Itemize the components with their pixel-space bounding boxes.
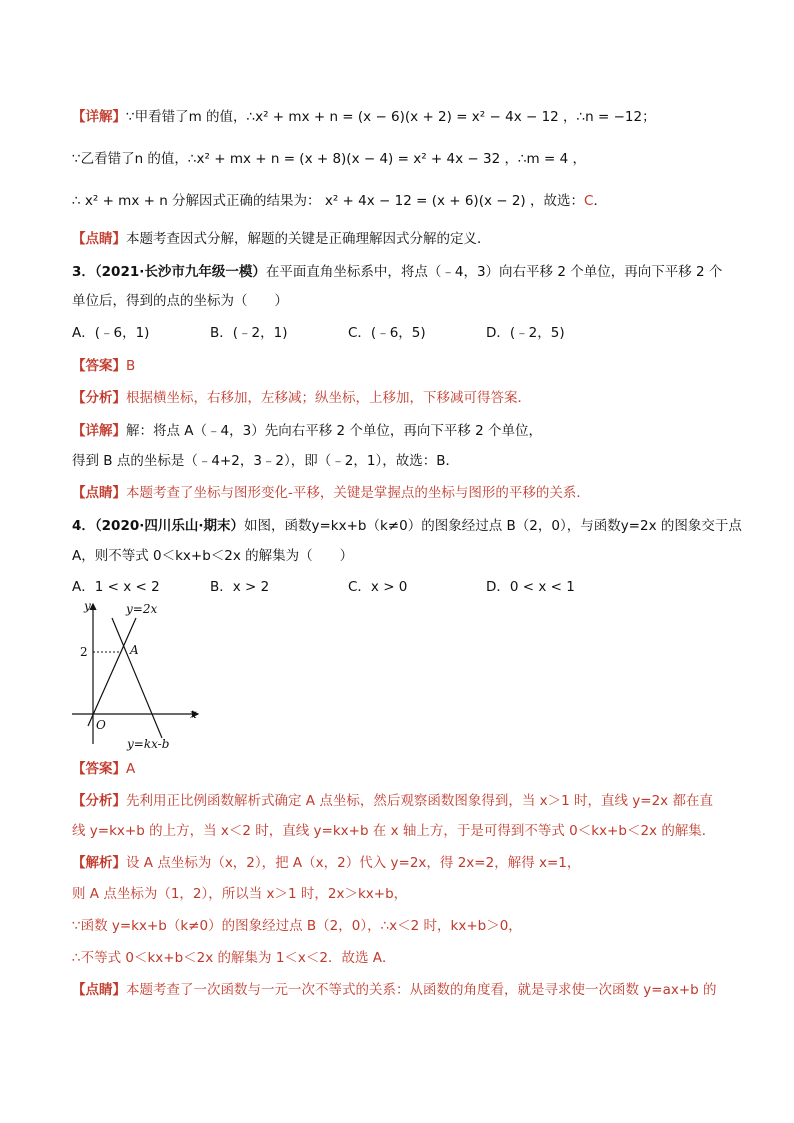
q3-option-a: A．(﹣6，1) (72, 325, 150, 341)
q3-remark-tag: 【点睛】 (72, 485, 126, 501)
q3-stem-line-2 (72, 291, 754, 311)
q4-option-c: C．x > 0 (348, 579, 408, 595)
point-a-label: A (130, 643, 139, 657)
q3-option-d: D．(﹣2，5) (486, 325, 565, 341)
q3-remark-line (72, 483, 754, 503)
detail-post: ． (593, 193, 607, 209)
q3-source: （2021·长沙市九年级一模） (94, 264, 266, 280)
line2-label: y=kx-b (127, 737, 170, 751)
q3-stem-line-1 (72, 262, 754, 282)
q3-detail-1: 解：将点 A（﹣4，3）先向右平移 2 个单位，再向下平移 2 个单位， (126, 423, 543, 439)
q3-analysis: 根据横坐标，右移加，左移减；纵坐标，上移加，下移减可得答案． (126, 390, 531, 406)
q3-analysis-tag: 【分析】 (72, 390, 126, 406)
q3-remark: 本题考查了坐标与图形变化-平移，关键是掌握点的坐标与图形的平移的关系． (126, 485, 590, 501)
detail-text-2: ∵乙看错了n 的值，∴x² + mx + n = (x + 8)(x − 4) = x² + 4x − 32 ，∴m = 4 ， (72, 151, 586, 167)
q4-remark: 本题考查了一次函数与一元一次不等式的关系：从函数的角度看，就是寻求使一次函数 y=ax+b 的 (126, 982, 717, 998)
remark-tag: 【点睛】 (72, 231, 126, 247)
q3-detail-2: 得到 B 点的坐标是（﹣4+2，3﹣2），即（﹣2，1），故选：B． (72, 453, 459, 469)
q4-stem-line-1 (72, 516, 754, 536)
q4-remark-tag: 【点睛】 (72, 982, 126, 998)
q4-analysis-tag: 【分析】 (72, 793, 126, 809)
q4-option-b: B．x > 2 (210, 579, 270, 595)
detail-answer: C (584, 193, 594, 209)
line1-label: y=2x (126, 602, 158, 616)
detail-text: ∵甲看错了m 的值，∴x² + mx + n = (x − 6)(x + 2) = x² − 4x − 12 ，∴n = −12； (126, 109, 656, 125)
q3-answer-line (72, 356, 754, 376)
q4-solution-line-3 (72, 916, 754, 936)
q4-solution-line-1 (72, 853, 754, 873)
q4-analysis-1: 先利用正比例函数解析式确定 A 点坐标，然后观察函数图象得到，当 x＞1 时，直线 y=2x 都在直 (126, 793, 713, 809)
q3-answer: B (126, 358, 136, 374)
q3-number: 3． (72, 264, 95, 280)
q4-solution-line-2 (72, 884, 754, 904)
q4-stem-1: 如图，函数y=kx+b（k≠0）的图象经过点 B（2，0），与函数y=2x 的图象交于点 (244, 518, 742, 534)
q4-solution-tag: 【解析】 (72, 855, 126, 871)
q4-option-d: D．0 < x < 1 (486, 579, 575, 595)
q4-answer-tag: 【答案】 (72, 761, 126, 777)
detail-line-2 (72, 149, 754, 169)
remark-text: 本题考查因式分解，解题的关键是正确理解因式分解的定义． (126, 231, 491, 247)
q4-remark-line (72, 980, 754, 1000)
q3-detail-tag: 【详解】 (72, 423, 126, 439)
x-axis-label: x (190, 707, 197, 721)
q4-solution-line-4 (72, 948, 754, 968)
function-graph (60, 598, 210, 756)
q4-stem-2: A，则不等式 0＜kx+b＜2x 的解集为（ ） (72, 548, 354, 564)
q4-answer: A (126, 761, 136, 777)
q3-detail-line-2 (72, 451, 754, 471)
q4-analysis-line-1 (72, 791, 754, 811)
q3-stem-1: 在平面直角坐标系中，将点（﹣4，3）向右平移 2 个单位，再向下平移 2 个 (265, 264, 723, 280)
q4-answer-line (72, 759, 754, 779)
q4-solution-3: ∵函数 y=kx+b（k≠0）的图象经过点 B（2，0），∴x＜2 时，kx+b＞0， (72, 918, 522, 934)
detail-tag: 【详解】 (72, 109, 126, 125)
line-y-2x (88, 618, 136, 726)
q4-source: （2020·四川乐山·期末） (94, 518, 244, 534)
q4-option-a: A．1 < x < 2 (72, 579, 160, 595)
q3-answer-tag: 【答案】 (72, 358, 126, 374)
detail-text-3: ∴ x² + mx + n 分解因式正确的结果为： x² + 4x − 12 = (x + 6)(x − 2) ，故选： (72, 193, 584, 209)
remark-line (72, 229, 754, 249)
detail-line-1 (72, 107, 754, 127)
q3-options (72, 323, 772, 343)
q4-options (72, 577, 772, 597)
q4-solution-4: ∴不等式 0＜kx+b＜2x 的解集为 1＜x＜2．故选 A． (72, 950, 396, 966)
q4-analysis-line-2 (72, 821, 754, 841)
detail-line-3 (72, 191, 754, 211)
q3-detail-line-1 (72, 421, 754, 441)
line-y-kx-b (112, 618, 162, 738)
q4-number: 4． (72, 518, 95, 534)
y-axis-label: y (84, 599, 91, 613)
q3-stem-2: 单位后，得到的点的坐标为（ ） (72, 293, 288, 309)
y-tick-label: 2 (80, 645, 88, 659)
q3-option-c: C．(﹣6，5) (348, 325, 426, 341)
origin-label: O (96, 718, 106, 732)
q4-stem-line-2 (72, 546, 754, 566)
q4-solution-1: 设 A 点坐标为（x，2），把 A（x，2）代入 y=2x，得 2x=2，解得 x=1， (126, 855, 581, 871)
q3-analysis-line (72, 388, 754, 408)
q4-solution-2: 则 A 点坐标为（1，2），所以当 x＞1 时，2x＞kx+b， (72, 886, 408, 902)
q4-analysis-2: 线 y=kx+b 的上方，当 x＜2 时，直线 y=kx+b 在 x 轴上方，于是可得到不等式 0＜kx+b＜2x 的解集． (72, 823, 716, 839)
q3-option-b: B．(﹣2，1) (210, 325, 288, 341)
